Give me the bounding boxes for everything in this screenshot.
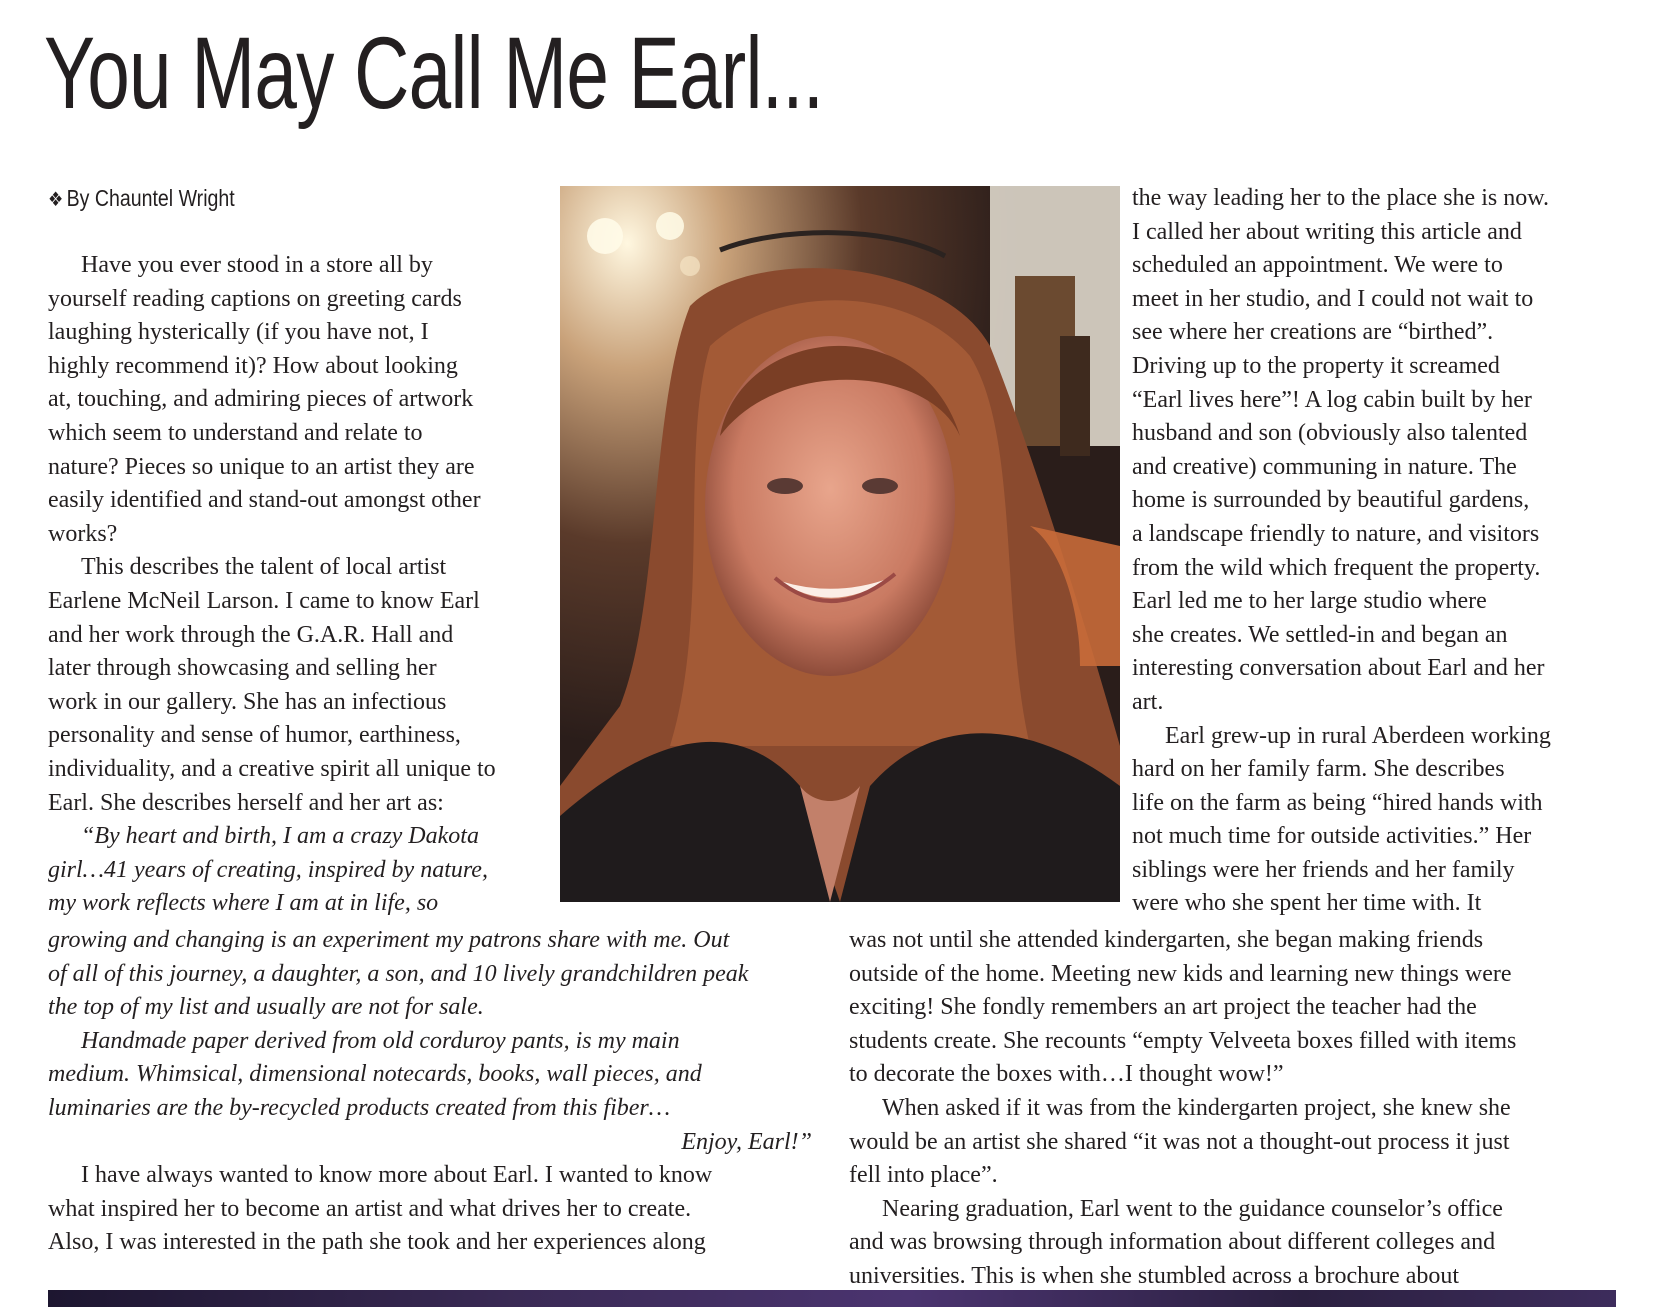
text-line: students create. She recounts “empty Velveeta boxes filled with items [849,1027,1517,1054]
text-line: which seem to understand and relate to [48,419,423,446]
byline-author: By Chauntel Wright [66,185,235,211]
text-line: Handmade paper derived from old corduroy pants, is my main [81,1027,680,1054]
text-line: nature? Pieces so unique to an artist they are [48,453,475,480]
text-line: fell into place”. [849,1162,998,1189]
text-line: universities. This is when she stumbled across a brochure about [849,1262,1460,1289]
text-line: siblings were her friends and her family [1132,856,1515,883]
text-line: a landscape friendly to nature, and visitors [1132,520,1540,547]
text-line: girl…41 years of creating, inspired by nature, [48,856,488,883]
text-line: and her work through the G.A.R. Hall and [48,621,454,648]
text-line: and creative) communing in nature. The [1132,453,1517,480]
text-line: exciting! She fondly remembers an art project the teacher had the [849,994,1477,1021]
body-column-right [1132,182,1632,921]
text-line: growing and changing is an experiment my patrons share with me. Out [48,927,730,953]
text-line: home is surrounded by beautiful gardens, [1132,487,1530,514]
text-line: outside of the home. Meeting new kids and learning new things were [849,960,1512,987]
text-line: personality and sense of humor, earthiness, [48,722,461,749]
artist-portrait-photo [560,186,1120,902]
text-line: of all of this journey, a daughter, a son, and 10 lively grandchildren peak [48,960,749,987]
text-line: individuality, and a creative spirit all unique to [48,755,496,782]
text-line: medium. Whimsical, dimensional notecards, books, wall pieces, and [48,1061,702,1088]
text-line: Earlene McNeil Larson. I came to know Earl [48,587,480,614]
text-line: Also, I was interested in the path she took and her experiences along [48,1229,706,1256]
text-line: were who she spent her time with. It [1132,890,1482,917]
text-line: work in our gallery. She has an infectious [48,688,447,715]
text-line: not much time for outside activities.” Her [1132,823,1532,850]
text-line: at, touching, and admiring pieces of artwork [48,386,474,413]
text-line: works? [48,520,118,547]
text-line: she creates. We settled-in and began an [1132,621,1508,648]
text-line: hard on her family farm. She describes [1132,756,1505,783]
text-line: was not until she attended kindergarten, she began making friends [849,927,1484,953]
text-line: laughing hysterically (if you have not, I [48,319,429,346]
text-line: “By heart and birth, I am a crazy Dakota [81,823,479,850]
text-line: from the wild which frequent the property. [1132,554,1541,581]
body-column-wide-left [48,924,812,1260]
byline [48,184,235,214]
text-line: husband and son (obviously also talented [1132,420,1528,447]
text-line: Earl. She describes herself and her art as: [48,789,444,816]
text-line: interesting conversation about Earl and her [1132,655,1545,682]
text-line: Enjoy, Earl!” [681,1128,812,1155]
footer-decorative-band [48,1290,1616,1307]
article-title: You May Call Me Earl... [44,16,824,130]
text-line: Driving up to the property it screamed [1132,352,1500,379]
text-line: I called her about writing this article and [1132,218,1522,245]
text-line: Nearing graduation, Earl went to the guidance counselor’s office [882,1195,1503,1222]
text-line: easily identified and stand-out amongst other [48,487,481,514]
text-line: Earl led me to her large studio where [1132,588,1487,615]
body-column-left [48,249,558,921]
text-line: meet in her studio, and I could not wait to [1132,285,1534,312]
text-line: Have you ever stood in a store all by [81,252,433,278]
text-line: I have always wanted to know more about Earl. I wanted to know [81,1162,713,1189]
text-line: see where her creations are “birthed”. [1132,319,1494,346]
text-line: would be an artist she shared “it was not a thought-out process it just [849,1128,1510,1155]
body-column-wide-right [849,924,1629,1294]
text-line: art. [1132,688,1164,715]
fleuron-icon: ❖ [48,189,64,211]
text-line: later through showcasing and selling her [48,655,437,682]
text-line: scheduled an appointment. We were to [1132,252,1503,279]
text-line: When asked if it was from the kindergarten project, she knew she [882,1094,1511,1121]
text-line: and was browsing through information about different colleges and [849,1229,1496,1256]
text-line: yourself reading captions on greeting cards [48,285,462,312]
text-line: what inspired her to become an artist and what drives her to create. [48,1195,692,1222]
text-line: the way leading her to the place she is now. [1132,185,1549,211]
text-line: my work reflects where I am at in life, so [48,890,439,917]
text-line: luminaries are the by-recycled products created from this fiber… [48,1094,671,1121]
text-line: highly recommend it)? How about looking [48,352,458,379]
text-line: life on the farm as being “hired hands with [1132,789,1543,816]
text-line: the top of my list and usually are not for sale. [48,994,484,1021]
text-line: to decorate the boxes with…I thought wow!” [849,1061,1284,1088]
text-line: Earl grew-up in rural Aberdeen working [1165,722,1551,749]
text-line: This describes the talent of local artist [81,554,447,581]
text-line: “Earl lives here”! A log cabin built by her [1132,386,1532,413]
